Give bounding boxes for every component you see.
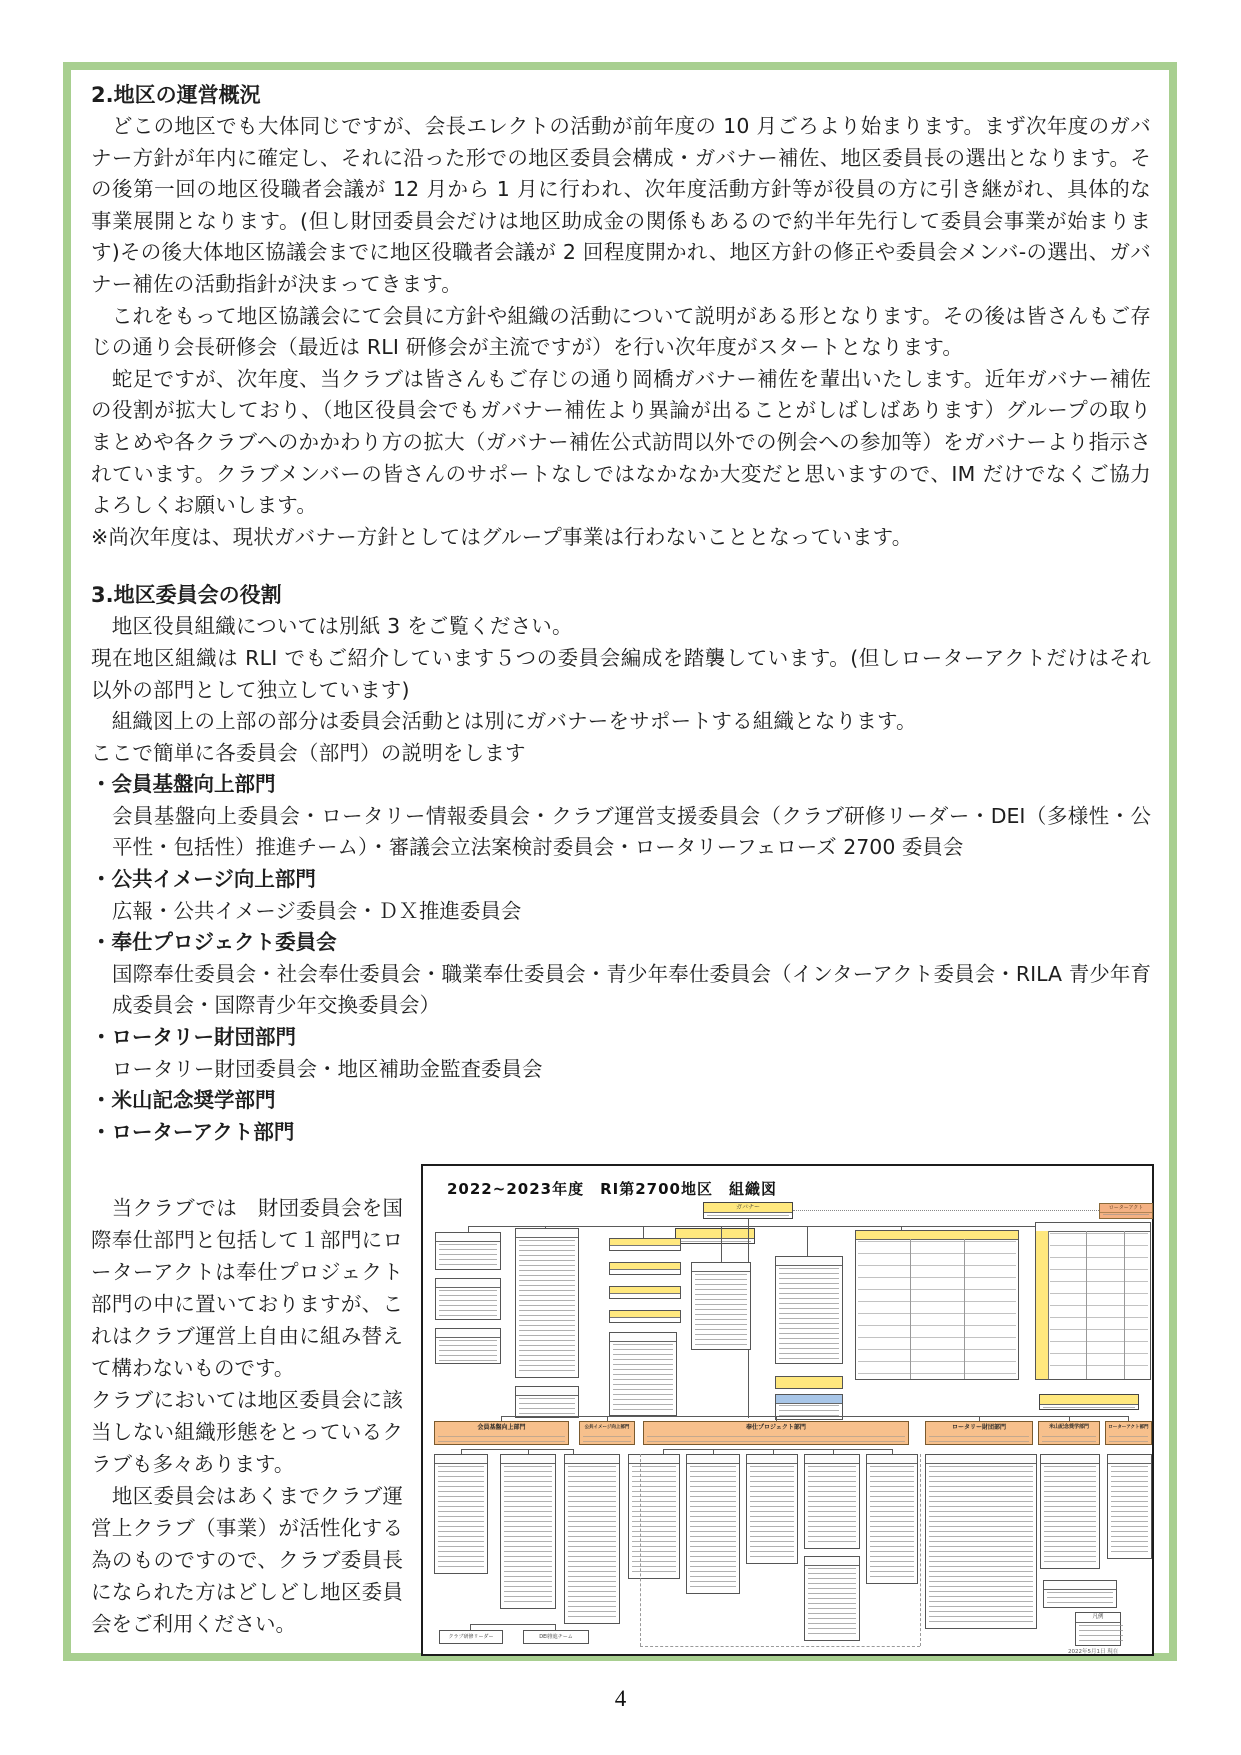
rotaract-box [1099, 1203, 1153, 1219]
dept-box-foundation: ロータリー財団部門 [925, 1421, 1033, 1445]
page-number: 4 [614, 1686, 627, 1711]
paragraph: どこの地区でも大体同じですが、会長エレクトの活動が前年度の 10 月ごろより始まります。まず次年度のガバナー方針が年内に確定し、それに沿った形での地区委員会構成・ガバナー補佐、地区委員長の選出となります。その後第一回の地区役職者会議が 12 月から 1 月に行われ、次年度活動方針等が役員の方に引き継がれ、具体的な事業展開となります。(但し財団委員会だけは地区助成金の関係もあるので約半年先行して委員会事業が始まります)その後大体地区協議会までに地区役職者会議が 2 回程度開かれ、地区方針の修正や委員会メンバ-の選出、ガバナー補佐の活動指針が決まってきます。 [91, 114, 1151, 296]
side-note-column [91, 1164, 403, 1656]
audit-committee-box [1043, 1580, 1117, 1608]
spacer [91, 553, 1151, 580]
dept-box-service-projects: 奉仕プロジェクト部門 [643, 1421, 909, 1445]
legend-title: 凡例 [1076, 1613, 1120, 1623]
foundation-committee-box [925, 1454, 1037, 1629]
committee-box [515, 1228, 579, 1378]
committee-box [804, 1556, 860, 1641]
vice-governor-box [675, 1228, 755, 1244]
legend-box [1075, 1612, 1121, 1646]
assistant-governor-table [855, 1230, 1019, 1380]
dept-list-title: ・会員基盤向上部門 [91, 772, 276, 797]
dept-box-rotaract: ローターアクト部門 [1105, 1421, 1152, 1445]
committee-box [1107, 1454, 1152, 1559]
side-paragraph: 地区委員会はあくまでクラブ運営上クラブ（事業）が活性化する為のものですので、クラブ委員長になられた方はどしどし地区委員会をご利用ください。 [91, 1484, 403, 1637]
district-role-box [609, 1310, 681, 1323]
rotaract-label: ローターアクト [1100, 1204, 1152, 1213]
vice-governor-label [676, 1229, 754, 1239]
secretariat-table [1035, 1222, 1151, 1380]
dept-list-detail: 国際奉仕委員会・社会奉仕委員会・職業奉仕委員会・青少年奉仕委員会（インターアクト委員会・RILA 青少年育成委員会・国際青少年交換委員会） [112, 961, 1151, 1018]
governor-office-label [1040, 1395, 1138, 1405]
governor-label: ガバナー [704, 1203, 792, 1213]
text-line: ここで簡単に各委員会（部門）の説明をします [91, 740, 526, 765]
connector-dotted [793, 1210, 1099, 1211]
committee-box [564, 1454, 620, 1624]
committee-box [804, 1454, 860, 1549]
dept-list-detail: 広報・公共イメージ委員会・ＤＸ推進委員会 [112, 898, 522, 923]
content-frame [63, 62, 1177, 1661]
bottom-two-column-block [91, 1164, 1151, 1656]
dept-list-title: ・ロータリー財団部門 [91, 1025, 296, 1050]
dept-list-title: ・公共イメージ向上部門 [91, 867, 316, 892]
highlight-box [775, 1376, 843, 1389]
section3-heading: 3.地区委員会の役割 [91, 583, 282, 608]
committee-box [515, 1386, 579, 1418]
text-line: 現在地区組織は RLI でもご紹介しています５つの委員会編成を踏襲しています。(但しローターアクトだけはそれ以外の部門として独立しています) [91, 645, 1151, 702]
dept-box-public-image: 公共イメージ向上部門 [579, 1421, 635, 1445]
district-role-box [609, 1286, 681, 1299]
committee-box [866, 1454, 918, 1584]
committee-box [686, 1454, 740, 1594]
zone-separator [920, 1454, 921, 1646]
dept-list-title: ・ローターアクト部門 [91, 1119, 295, 1144]
side-paragraph: クラブにおいては地区委員会に該当しない組織形態をとっているクラブも多々あります。 [91, 1388, 403, 1477]
committee-box [434, 1454, 488, 1574]
committee-box [1040, 1454, 1100, 1569]
district-role-box [609, 1238, 681, 1251]
side-paragraph: 当クラブでは 財団委員会を国際奉仕部門と包括して１部門にローターアクトは奉仕プロジェクト部門の中に置いておりますが、これはクラブ運営上自由に組み替えて構わないものです。 [91, 1196, 403, 1381]
committee-box [435, 1232, 501, 1270]
paragraph: これをもって地区協議会にて会員に方針や組織の活動について説明がある形となります。その後は皆さんもご存じの通り会長研修会（最近は RLI 研修会が主流ですが）を行い次年度がスタートとなります。 [91, 303, 1151, 360]
committee-box [609, 1332, 677, 1416]
org-chart-wrapper [421, 1164, 1154, 1656]
dept-list-title: ・米山記念奨学部門 [91, 1088, 276, 1113]
text-line: 地区役員組織については別紙 3 をご覧ください。 [91, 614, 573, 639]
dept-list-title: ・奉仕プロジェクト委員会 [91, 930, 337, 955]
committee-box [435, 1328, 501, 1364]
committee-box [500, 1454, 556, 1609]
dept-list-detail: 会員基盤向上委員会・ロータリー情報委員会・クラブ運営支援委員会（クラブ研修リーダー・DEI（多様性・公平性・包括性）推進チーム）・審議会立法案検討委員会・ロータリーフェローズ 2700 委員会 [112, 803, 1151, 860]
dept-list-detail: ロータリー財団委員会・地区補助金監査委員会 [112, 1056, 543, 1081]
section2-heading: 2.地区の運営概況 [91, 83, 261, 107]
committee-box [628, 1454, 680, 1579]
paragraph: 蛇足ですが、次年度、当クラブは皆さんもご存じの通り岡橋ガバナー補佐を輩出いたします。近年ガバナー補佐の役割が拡大しており、（地区役員会でもガバナー補佐より異論が出ることがしばしばあります）グループの取りまとめや各クラブへのかかわり方の拡大（ガバナー補佐公式訪問以外での例会への参加等）をガバナーより指示されています。クラブメンバーの皆さんのサポートなしではなかなか大変だと思いますので、IM だけでなくご協力よろしくお願いします。 [91, 366, 1151, 518]
governor-box [703, 1202, 793, 1219]
note-line: ※尚次年度は、現状ガバナー方針としてはグループ事業は行わないこととなっています。 [91, 524, 913, 549]
date-note: 2022年5月1日 現在 [1068, 1649, 1119, 1656]
district-role-box [609, 1262, 681, 1275]
dept-box-membership: 会員基盤向上部門 [434, 1421, 569, 1445]
dept-box-yoneyama: 米山記念奨学部門 [1038, 1421, 1100, 1445]
zone-separator [640, 1454, 641, 1646]
committee-box [691, 1262, 751, 1350]
governor-office-box [1039, 1394, 1139, 1410]
org-chart-title: 2022~2023年度 RI第2700地区 組織図 [447, 1180, 777, 1199]
org-chart [421, 1164, 1154, 1656]
dei-team-box: DEI推進チーム [523, 1630, 589, 1644]
committee-box [775, 1256, 843, 1364]
committee-box [435, 1278, 501, 1320]
zone-separator [640, 1646, 920, 1647]
committee-box [746, 1454, 798, 1564]
text-line: 組織図上の上部の部分は委員会活動とは別にガバナーをサポートする組織となります。 [91, 709, 917, 734]
club-trainer-box: クラブ研修リーダー [439, 1630, 503, 1644]
